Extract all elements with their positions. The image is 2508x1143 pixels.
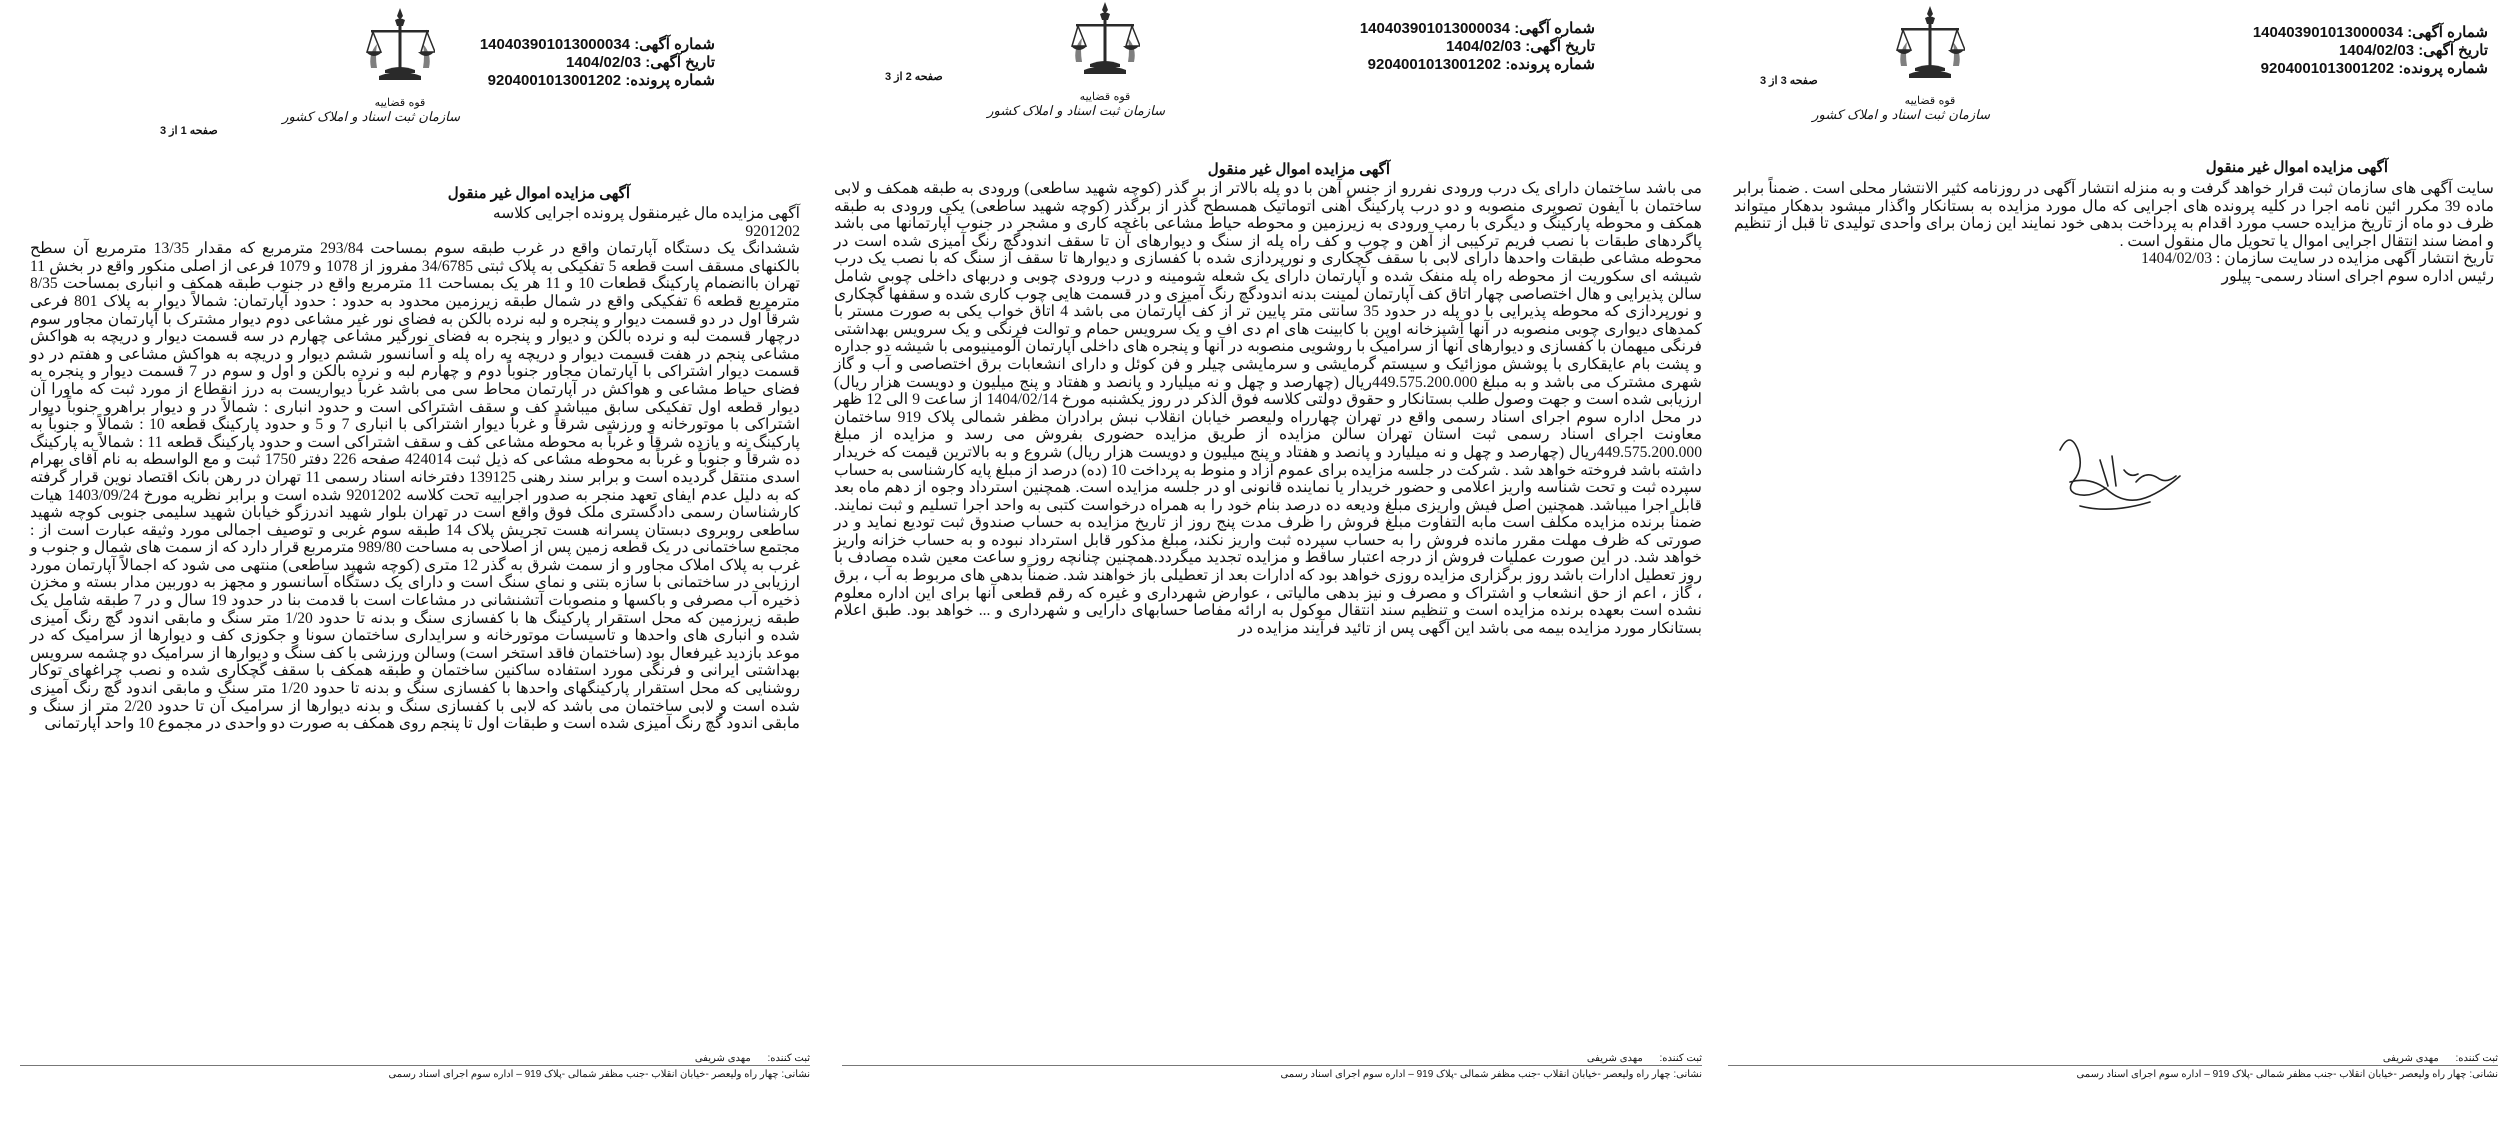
ad-date-label: تاریخ آگهی: — [1525, 38, 1595, 55]
page-number: صفحه 2 از 3 — [885, 71, 943, 83]
page2-paragraph: می باشد ساختمان دارای یک درب ورودی نفررو از جنس آهن با دو پله بالاتر از بر گذر (کوچه شهید ساطعی) ورودی به طبقه همکف و لابی ساختمان با آیفون تصویری منصوبه و دو درب پارکینگ آهنی اتوماتیک همسطح گذر از برگذر (کوچه شهید ساطعی) یکی ورودی به طبقه همکف و محوطه پارکینگ و دیگری با رمپ ورودی به زیرزمین و محوطه حیاط مشاعی باغچه کاری و مشجر در جنوب آپارتمانها می باشد پاگردهای طبقات با نصب فریم ترکیبی از آهن و چوب و کف راه پله از سنگ و دیوارهای آن تا سقف اندودگچ رنگ آمیزی شده است در محوطه مشاعی طبقات واحدها دارای لابی با سقف گچکاری و نورپردازی شده با کفسازی و دیوارها تا سقف از سنگ که با نصب یک درب شیشه ای سکوریت از محوطه راه پله منفک شده و آپارتمان دارای یک شعله شومینه و درب ورودی چوبی و دربهای داخلی چوبی شامل سالن پذیرایی و هال اختصاصی چهار اتاق کف آپارتمان لمینت بدنه اندودگچ رنگ آمیزی و در قسمت هایی چوب کاری شده و سقفها گچکاری و نورپردازی که محوطه پذیرایی با دو پله در حدود 35 سانتی متر پایین تر از کف آپارتمان می باشد 4 اتاق خواب یکی به صورت مستر با کمدهای دیواری چوبی منصوبه در آنها آشپزخانه اوپن با کابینت های ام دی اف و یک سرویس حمام و توالت فرنگی و یک سرویس بهداشتی فرنگی میهمان با کفسازی و دیوارهای آنها از سرامیک با روشویی منصوبه در آنها و پنجره های داخلی آپارتمان آلومینیومی با شیشه دو جداره و پشت بام عایقکاری با پوشش موزائیک و سیستم گرمایشی و سرمایشی چیلر و فن کوئل و دارای انشعابات برق اختصاصی و آب و گاز شهری مشترک می باشد و به مبلغ 449.575.200.000ریال (چهارصد و چهل و نه میلیارد و پانصد و هفتاد و پنج میلیون و دویست هزار ریال) ارزیابی شده است و جهت وصول طلب بستانکار و حقوق دولتی کلاسه فوق الذکر در روز یکشنبه مورخ 1404/02/14 از ساعت 9 الی 12 ظهر در محل اداره سوم اجرای اسناد رسمی واقع در تهران چهارراه ولیعصر خیابان انقلاب نبش برادران مظفر شمالی پلاک 919 ساختمان معاونت اجرای اسناد رسمی ثبت استان تهران سالن مزایده از طریق مزایده حضوری بفروش می رسد و مزایده از مبلغ 449.575.200.000ریال (چهارصد و چهل و نه میلیارد و پانصد و هفتاد و پنج میلیون و دویست هزار ریال) شروع و به بالاترین قیمت که خریدار داشته باشد فروخته خواهد شد . شرکت در جلسه مزایده برای عموم آزاد و منوط به پرداخت 10 (ده) درصد از مبلغ پایه کارشناسی به حساب سپرده ثبت و تحت شناسه واریز اعلامی و حضور خریدار یا نماینده قانونی او در جلسه مزایده است. همچنین استرداد وجوه از دهم ماه بعد قابل اجرا میباشد. همچنین اصل فیش واریزی مبلغ ودیعه ده درصد بنام خود را به همراه درخواست کتبی به واحد اجرا تسلیم و ثبت نمایند. ضمناً برنده مزایده مکلف است مابه التفاوت مبلغ فروش را ظرف مدت پنج روز از تاریخ مزایده به حساب صندوق ثبت تودیع نماید و در صورتی که ظرف مهلت مقرر مانده فروش را به حساب سپرده ثبت واریز نکند، مبلغ مذکور قابل استرداد نبوده و به حساب خزانه واریز خواهد شد. در این صورت عملیات فروش از درجه اعتبار ساقط و مزایده تجدید میگردد.همچنین چنانچه روز و ساعت معین شده مصادف با روز تعطیل ادارات باشد روز برگزاری مزایده روزی خواهد بود که ادارات بعد از تعطیلی باز خواهند شد. ضمناً بدهی های مربوط به آب ، برق ، گاز ، اعم از حق انشعاب و اشتراک و مصرف و نیز بدهی مالیاتی ، عوارض شهرداری و غیره که رقم قطعی آنها برای این اداره معلوم نشده است بعهده برنده مزایده است و تنظیم سند انتقال موکول به ارائه مفاصا حسابهای دارایی و شهرداری و ... خواهد بود. طبق اعلام بستانکار مورد مزایده بیمه می باشد این آگهی پس از تائید فرآیند مزایده در — [834, 180, 1703, 637]
footer-address: نشانی: چهار راه ولیعصر -خیابان انقلاب -جنب مظفر شمالی -پلاک 919 – اداره سوم اجرای اسناد رسمی — [388, 1069, 810, 1080]
intro-text: آگهی مزایده مال غیرمنقول پرونده اجرایی کلاسه — [492, 205, 800, 222]
case-number-label: شماره پرونده: — [1505, 56, 1595, 73]
ad-number: 140403901013000034 — [1359, 20, 1511, 37]
case-ref: 9201202 — [745, 222, 800, 240]
scales-emblem-icon — [1070, 0, 1140, 90]
registration-org-label: سازمان ثبت اسناد و املاک کشور — [987, 104, 1165, 119]
case-number-label: شماره پرونده: — [625, 72, 715, 89]
ad-date-label: تاریخ آگهی: — [645, 54, 715, 71]
ad-meta — [480, 36, 715, 90]
publish-date-line: تاریخ انتشار آگهی مزایده در سایت سازمان : 1404/02/03 — [2141, 250, 2494, 268]
handwritten-signature — [2040, 420, 2190, 530]
page3-body — [1734, 180, 2494, 286]
registrar-label: ثبت کننده: — [767, 1053, 810, 1064]
registrar-label: ثبت کننده: — [1659, 1053, 1702, 1064]
case-number: 9204001013001202 — [1367, 56, 1502, 73]
ad-number-label: شماره آگهی: — [634, 36, 715, 53]
judiciary-logo — [1812, 4, 1990, 154]
footer — [842, 1052, 1702, 1081]
registrar-name: مهدی شریفی — [2382, 1053, 2439, 1064]
judiciary-label: قوه قضاییه — [1079, 90, 1131, 103]
judiciary-logo — [282, 6, 460, 156]
registrar-name: مهدی شریفی — [1586, 1053, 1643, 1064]
ad-date: 1404/02/03 — [566, 54, 642, 71]
footer-address: نشانی: چهار راه ولیعصر -خیابان انقلاب -جنب مظفر شمالی -پلاک 919 – اداره سوم اجرای اسناد رسمی — [1280, 1069, 1702, 1080]
registrar-name: مهدی شریفی — [694, 1053, 751, 1064]
footer — [20, 1052, 810, 1081]
judiciary-logo — [987, 0, 1165, 150]
registrar-label: ثبت کننده: — [2455, 1053, 2498, 1064]
page1-body — [30, 205, 800, 733]
page-title: آگهی مزایده اموال غیر منقول — [1207, 161, 1390, 178]
ad-number: 140403901013000034 — [2252, 24, 2404, 41]
case-number-label: شماره پرونده: — [2398, 60, 2488, 77]
ad-meta — [1360, 20, 1595, 74]
page2-body — [834, 180, 1702, 637]
signer-title: رئیس اداره سوم اجرای اسناد رسمی- پیلور — [2221, 267, 2494, 285]
registration-org-label: سازمان ثبت اسناد و املاک کشور — [1812, 108, 1990, 123]
page-title: آگهی مزایده اموال غیر منقول — [447, 185, 630, 202]
footer-divider — [842, 1065, 1702, 1066]
page-2 — [830, 0, 1720, 1143]
ad-date-label: تاریخ آگهی: — [2418, 42, 2488, 59]
ad-number-label: شماره آگهی: — [2407, 24, 2488, 41]
footer-divider — [20, 1065, 810, 1066]
page1-paragraph: ششدانگ یک دستگاه آپارتمان واقع در غرب طبقه سوم بمساحت 293/84 مترمربع که مقدار 13/35 مترمربع آن سطح بالکنهای مسقف است قطعه 5 تفکیکی به پلاک ثبتی 34/6785 مفروز از 1078 و 1079 فرعی از اصلی منکور واقع در بخش 11 تهران باانضمام پارکینگ قطعات 10 و 11 هر یک بمساحت 11 مترمربع واقع در جنوب طبقه همکف و انباری بمساحت 8/35 مترمربع قطعه 6 تفکیکی واقع در شمال طبقه زیرزمین محدود به حدود : حدود آپارتمان: شمالاً دیوار به پلاک 801 فرعی شرقاً اول در دو قسمت دیوار و پنجره و لبه نرده بالکن به فضای نور غیر مشاعی دوم دیوار مشترک با آپارتمان مجاور سوم درچهار قسمت لبه و نرده بالکن و دیوار و پنجره به فضای نورگیر مشاعی چهارم در سه قسمت دیوار و دریچه به هواکش مشاعی پنجم در هفت قسمت دیوار و دریچه به راه پله و آسانسور ششم دیوار و دریچه به هواکش مشاعی و هفتم در دو قسمت دیوار اشتراکی با آپارتمان مجاور جنوباً دوم و چهارم لبه و نرده بالکن و اول و سوم در 7 قسمت دیوار و پنجره به فضای حیاط مشاعی و هواکش در آپارتمان محاط سی می باشد غرباً دیواریست به درز انقطاع از مورد ثبت که ماورا آن دیوار قطعه اول تفکیکی سابق میباشد کف و سقف اشتراکی است و حدود انباری : شمالاً در و دیوار براهرو جنوباً دیوار اشتراکی با موتورخانه و ورزشی شرقاً و غرباً دیوار اشتراکی با انباری 7 و 5 و حدود پارکینگ قطعه 10 : شمالاً و جنوباً به پارکینگ نه و یازده شرقاً و غرباً به محوطه مشاعی کف و سقف اشتراکی است و حدود پارکینگ قطعه 11 : شمالاً به پارکینگ ده شرقاً و جنوباً و غرباً به محوطه مشاعی که ذیل ثبت 424014 صفحه 226 دفتر 1750 ثبت و مع الواسطه به نام آقای بهرام اسدی منتقل گردیده است و برابر سند رهنی 139125 دفترخانه اسناد رسمی 11 تهران در رهن بانک اقتصاد نوین قرار گرفته که به دلیل عدم ایفای تعهد منجر به صدور اجراییه تحت کلاسه 9201202 شده است و برابر نظریه مورخ 1403/09/24 هیات کارشناسان رسمی دادگستری ملک فوق واقع است در تهران بلوار شهید اندرزگو خیابان شهید سلیمی جنوبی کوچه شهید ساطعی روبروی دبستان پسرانه هست تجریش پلاک 14 طبقه سوم غربی و توصیف اجمالی مورد وثیقه عبارت است از : مجتمع ساختمانی در یک قطعه زمین پس از اصلاحی به مساحت 989/80 مترمربع قرار دارد که از سمت های شمال و جنوب و غرب به پلاک املاک مجاور و از سمت شرق به گذر 12 متری (کوچه شهید ساطعی) منتهی می شود که اجمالاً آپارتمان مورد ارزیابی در ساختمانی با سازه بتنی و نمای سنگ است و دارای یک دستگاه آسانسور و مجهز به دوربین مدار بسته و مخزن ذخیره آب مصرفی و باکسها و منصوبات آتشنشانی در مشاعات است با قدمت بنا در حدود 19 سال و در 7 طبقه شامل یک طبقه زیرزمین که محل استقرار پارکینگ ها با کفسازی سنگ و بدنه تا حدود 1/20 متر سنگ و مابقی اندود گچ رنگ آمیزی شده و انباری های واحدها و تاسیسات موتورخانه و سرایداری ساختمان سونا و جکوزی کف و دیوارها از سرامیک که در موعد بازدید غیرفعال بود (ساختمان فاقد استخر است) وسالن ورزشی با کف سنگ و دیوارها از سرامیک دو چشمه سرویس بهداشتی ایرانی و فرنگی مورد استفاده ساکنین ساختمان و طبقه همکف با سقف گچکاری شده و نصب چراغهای توکار روشنایی که محل استقرار پارکینگهای واحدها با کفسازی سنگ و بدنه تا حدود 1/20 متر سنگ و مابقی اندود گچ رنگ آمیزی شده است و لابی ساختمان می باشد که لابی با کفسازی سنگ و بدنه دیوارها از سرامیک آن تا حدود 2/20 متر از سنگ و مابقی اندود گچ رنگ آمیزی شده است و طبقات اول تا پنجم روی همکف به صورت دو واحدی در مجموع 10 واحد آپارتمانی — [30, 240, 801, 733]
ad-meta — [2253, 24, 2488, 78]
page-1 — [0, 0, 830, 1143]
footer-divider — [1728, 1065, 2498, 1066]
page-title: آگهی مزایده اموال غیر منقول — [2205, 159, 2388, 176]
page-3 — [1720, 0, 2508, 1143]
case-number: 9204001013001202 — [487, 72, 622, 89]
scales-emblem-icon — [1895, 4, 1965, 94]
case-number: 9204001013001202 — [2260, 60, 2395, 77]
ad-date: 1404/02/03 — [2339, 42, 2415, 59]
footer — [1728, 1052, 2498, 1081]
page-number: صفحه 1 از 3 — [160, 125, 218, 137]
scales-emblem-icon — [365, 6, 435, 96]
page-number: صفحه 3 از 3 — [1760, 75, 1818, 87]
page3-paragraph: سایت آگهی های سازمان ثبت قرار خواهد گرفت و به منزله انتشار آگهی در روزنامه کثیر الانتشار محلی است . ضمناً برابر ماده 39 مکرر ائین نامه اجرا در کلیه پرونده های اجرایی که مال مورد مزایده به بستانکار واگذار میشود بدهکار میتواند ظرف دو ماه از تاریخ مزایده حسب مورد اقدام به پرداخت بدهی خود نمایند این زمان برای واحدی تولیدی تا قبل از تنظیم و امضا سند انتقال اجرایی اموال یا تحویل مال منقول است . — [1734, 180, 2495, 250]
ad-date: 1404/02/03 — [1446, 38, 1522, 55]
registration-org-label: سازمان ثبت اسناد و املاک کشور — [282, 110, 460, 125]
ad-number: 140403901013000034 — [479, 36, 631, 53]
footer-address: نشانی: چهار راه ولیعصر -خیابان انقلاب -جنب مظفر شمالی -پلاک 919 – اداره سوم اجرای اسناد رسمی — [2076, 1069, 2498, 1080]
judiciary-label: قوه قضاییه — [1904, 94, 1956, 107]
ad-number-label: شماره آگهی: — [1514, 20, 1595, 37]
judiciary-label: قوه قضاییه — [374, 96, 426, 109]
